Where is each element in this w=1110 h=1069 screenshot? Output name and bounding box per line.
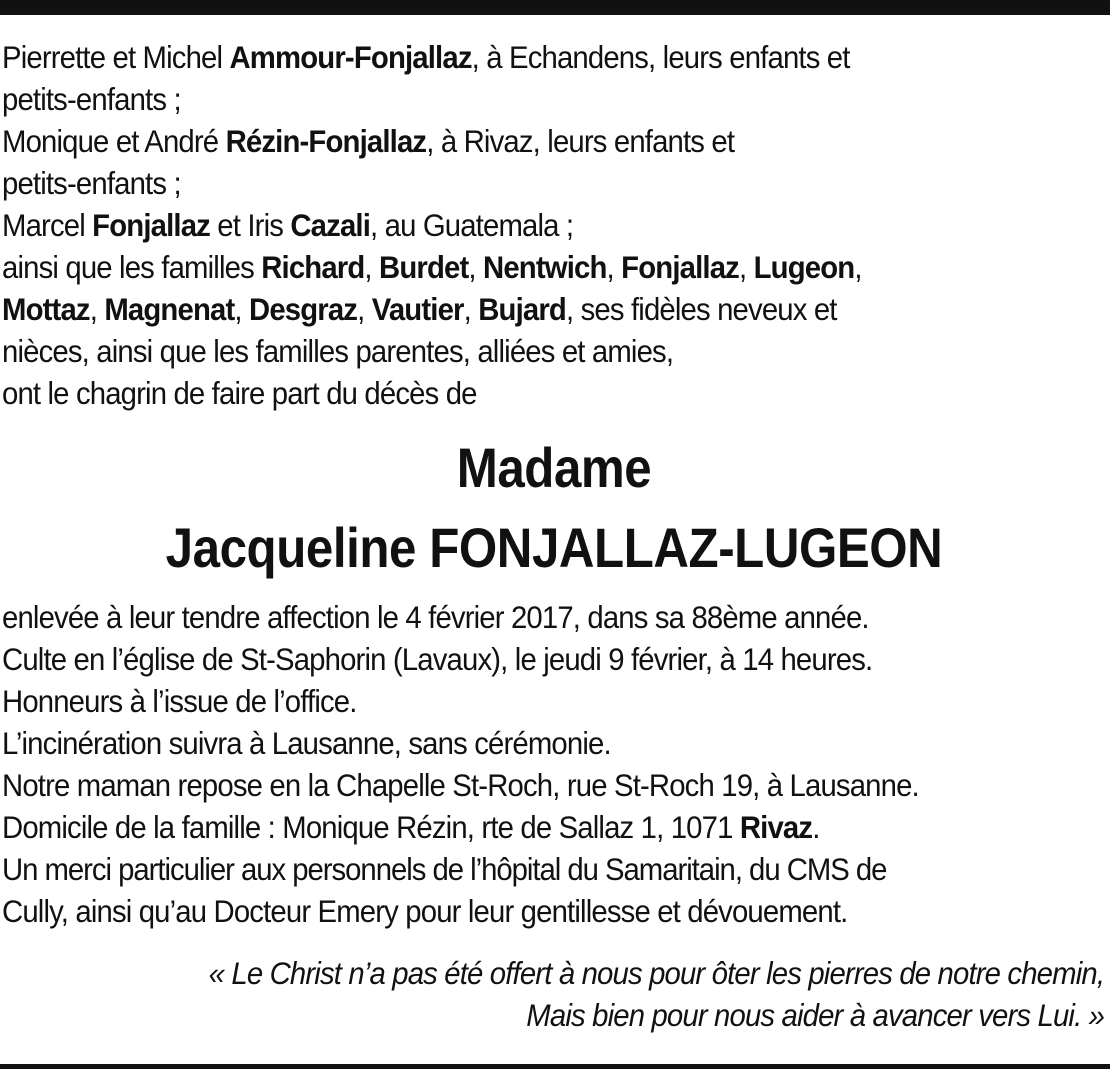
domicile-town: Rivaz [739, 809, 813, 845]
quote-line: « Le Christ n’a pas été offert à nous pour ôter les pierres de notre chemin, [208, 955, 1105, 991]
details-block [2, 596, 1106, 932]
family-name: Mottaz [2, 291, 90, 327]
family-line: petits-enfants ; [2, 165, 181, 201]
detail-line: Honneurs à l’issue de l’office. [2, 683, 357, 719]
family-line: ainsi que les familles Richard, Burdet, Nentwich, Fonjallaz, Lugeon, [2, 249, 862, 285]
family-line: petits-enfants ; [2, 81, 181, 117]
family-name: Desgraz [249, 291, 358, 327]
family-name: Vautier [371, 291, 464, 327]
detail-line: L’incinération suivra à Lausanne, sans cérémonie. [2, 725, 611, 761]
family-line: Marcel Fonjallaz et Iris Cazali, au Guatemala ; [2, 207, 574, 243]
family-name: Bujard [478, 291, 566, 327]
family-line: ont le chagrin de faire part du décès de [2, 375, 477, 411]
obituary-notice [2, 36, 1106, 1036]
quote-line: Mais bien pour nous aider à avancer vers Lui. » [526, 997, 1105, 1033]
deceased-name: Jacqueline FONJALLAZ-LUGEON [165, 516, 943, 579]
family-name: Rézin-Fonjallaz [225, 123, 427, 159]
family-name: Richard [261, 249, 365, 285]
family-line: Monique et André Rézin-Fonjallaz, à Rivaz, leurs enfants et [2, 123, 735, 159]
family-name: Nentwich [483, 249, 607, 285]
domicile-line: Domicile de la famille : Monique Rézin, rte de Sallaz 1, 1071 Rivaz. [2, 809, 820, 845]
family-name: Lugeon [753, 249, 855, 285]
detail-line: Notre maman repose en la Chapelle St-Roch, rue St-Roch 19, à Lausanne. [2, 767, 919, 803]
thanks-line: Un merci particulier aux personnels de l’hôpital du Samaritain, du CMS de [2, 851, 887, 887]
family-line: Pierrette et Michel Ammour-Fonjallaz, à Echandens, leurs enfants et [2, 39, 850, 75]
family-name: Fonjallaz [92, 207, 210, 243]
detail-line: Culte en l’église de St-Saphorin (Lavaux), le jeudi 9 février, à 14 heures. [2, 641, 873, 677]
family-line: nièces, ainsi que les familles parentes, alliées et amies, [2, 333, 674, 369]
family-name: Magnenat [104, 291, 235, 327]
top-rule [0, 0, 1110, 15]
family-name: Cazali [290, 207, 371, 243]
thanks-line: Cully, ainsi qu’au Docteur Emery pour leur gentillesse et dévouement. [2, 893, 848, 929]
detail-line: enlevée à leur tendre affection le 4 février 2017, dans sa 88ème année. [2, 599, 869, 635]
family-line: Mottaz, Magnenat, Desgraz, Vautier, Bujard, ses fidèles neveux et [2, 291, 837, 327]
family-name: Fonjallaz [621, 249, 739, 285]
family-name: Burdet [379, 249, 469, 285]
deceased-title: Madame [456, 436, 652, 499]
quote-block [2, 952, 1106, 1036]
family-name: Ammour-Fonjallaz [229, 39, 472, 75]
bottom-rule [0, 1064, 1110, 1069]
